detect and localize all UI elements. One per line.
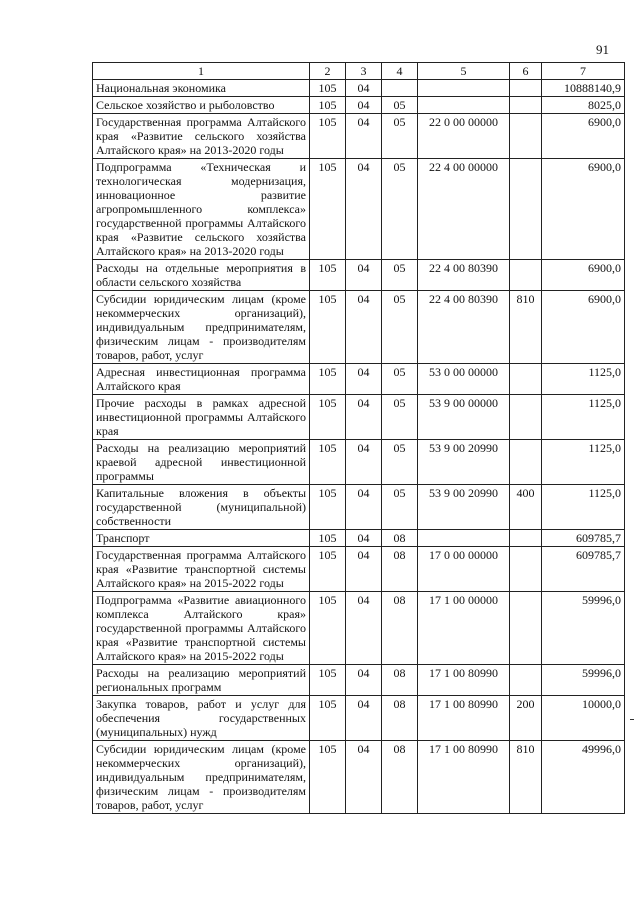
cell-col7: 49996,0 [542, 741, 625, 814]
cell-col7: 1125,0 [542, 395, 625, 440]
cell-col6: 810 [510, 741, 542, 814]
cell-col7: 10888140,9 [542, 80, 625, 97]
cell-col4: 08 [382, 592, 418, 665]
cell-col2: 105 [310, 485, 346, 530]
cell-col3: 04 [346, 260, 382, 291]
column-header: 4 [382, 63, 418, 80]
edge-mark [630, 719, 634, 720]
cell-col6 [510, 547, 542, 592]
cell-col7: 59996,0 [542, 592, 625, 665]
cell-col4: 08 [382, 696, 418, 741]
column-header: 6 [510, 63, 542, 80]
cell-name: Государственная программа Алтайского края «Развитие сельского хозяйства Алтайского края» на 2013-2020 годы [93, 114, 310, 159]
cell-col6 [510, 260, 542, 291]
cell-col2: 105 [310, 665, 346, 696]
cell-col4: 05 [382, 291, 418, 364]
cell-col3: 04 [346, 440, 382, 485]
cell-name: Капитальные вложения в объекты государственной (муниципальной) собственности [93, 485, 310, 530]
table-row [93, 440, 625, 485]
cell-col5 [418, 97, 510, 114]
cell-col7: 10000,0 [542, 696, 625, 741]
cell-col5: 22 4 00 80390 [418, 260, 510, 291]
table-row [93, 291, 625, 364]
column-header: 2 [310, 63, 346, 80]
cell-col4: 05 [382, 97, 418, 114]
cell-col7: 609785,7 [542, 530, 625, 547]
cell-col4: 08 [382, 665, 418, 696]
cell-col5: 22 4 00 80390 [418, 291, 510, 364]
cell-col4: 05 [382, 114, 418, 159]
budget-table [92, 62, 625, 814]
cell-col6: 200 [510, 696, 542, 741]
cell-col3: 04 [346, 696, 382, 741]
cell-col2: 105 [310, 291, 346, 364]
cell-col5: 17 1 00 80990 [418, 696, 510, 741]
table-row [93, 80, 625, 97]
cell-name: Адресная инвестиционная программа Алтайского края [93, 364, 310, 395]
cell-col2: 105 [310, 440, 346, 485]
cell-col4: 05 [382, 364, 418, 395]
table-row [93, 159, 625, 260]
cell-col5: 17 1 00 80990 [418, 741, 510, 814]
cell-col3: 04 [346, 547, 382, 592]
cell-name: Расходы на реализацию мероприятий краевой адресной инвестиционной программы [93, 440, 310, 485]
table-row [93, 665, 625, 696]
cell-name: Субсидии юридическим лицам (кроме некоммерческих организаций), индивидуальным предпринимателям, физическим лицам - производителям товаров, работ, услуг [93, 291, 310, 364]
cell-col2: 105 [310, 159, 346, 260]
cell-col6: 810 [510, 291, 542, 364]
cell-col7: 1125,0 [542, 485, 625, 530]
cell-col2: 105 [310, 80, 346, 97]
page-number: 91 [596, 42, 609, 57]
cell-col2: 105 [310, 364, 346, 395]
cell-col4 [382, 80, 418, 97]
cell-col7: 1125,0 [542, 440, 625, 485]
cell-col7: 6900,0 [542, 114, 625, 159]
cell-col2: 105 [310, 97, 346, 114]
cell-col4: 05 [382, 440, 418, 485]
cell-col5: 17 0 00 00000 [418, 547, 510, 592]
cell-col2: 105 [310, 530, 346, 547]
cell-name: Национальная экономика [93, 80, 310, 97]
cell-name: Расходы на реализацию мероприятий региональных программ [93, 665, 310, 696]
cell-col3: 04 [346, 364, 382, 395]
cell-col5: 53 9 00 20990 [418, 440, 510, 485]
cell-col6: 400 [510, 485, 542, 530]
column-header: 7 [542, 63, 625, 80]
header-row [93, 63, 625, 80]
table-row [93, 547, 625, 592]
table-row [93, 485, 625, 530]
table-row [93, 696, 625, 741]
cell-col5: 17 1 00 00000 [418, 592, 510, 665]
column-header: 5 [418, 63, 510, 80]
cell-col6 [510, 80, 542, 97]
cell-col6 [510, 395, 542, 440]
cell-name: Подпрограмма «Техническая и технологическая модернизация, инновационное развитие агропромышленного комплекса» государственной программы Алтайского края «Развитие сельского хозяйства Алтайского края» на 2013-2020 годы [93, 159, 310, 260]
cell-col5: 22 0 00 00000 [418, 114, 510, 159]
cell-col6 [510, 97, 542, 114]
table-row [93, 741, 625, 814]
cell-col7: 609785,7 [542, 547, 625, 592]
cell-col4: 05 [382, 395, 418, 440]
cell-col5 [418, 530, 510, 547]
cell-name: Закупка товаров, работ и услуг для обеспечения государственных (муниципальных) нужд [93, 696, 310, 741]
cell-col3: 04 [346, 530, 382, 547]
cell-name: Субсидии юридическим лицам (кроме некоммерческих организаций), индивидуальным предпринимателям, физическим лицам - производителям товаров, работ, услуг [93, 741, 310, 814]
cell-col6 [510, 530, 542, 547]
cell-col6 [510, 114, 542, 159]
cell-col4: 08 [382, 530, 418, 547]
cell-col5: 22 4 00 00000 [418, 159, 510, 260]
cell-col3: 04 [346, 485, 382, 530]
table-row [93, 530, 625, 547]
cell-col4: 05 [382, 260, 418, 291]
cell-col6 [510, 159, 542, 260]
cell-col3: 04 [346, 114, 382, 159]
cell-col7: 6900,0 [542, 260, 625, 291]
cell-col4: 05 [382, 485, 418, 530]
cell-col2: 105 [310, 696, 346, 741]
cell-col3: 04 [346, 291, 382, 364]
cell-name: Транспорт [93, 530, 310, 547]
column-header: 3 [346, 63, 382, 80]
cell-name: Прочие расходы в рамках адресной инвестиционной программы Алтайского края [93, 395, 310, 440]
cell-col5 [418, 80, 510, 97]
cell-col2: 105 [310, 395, 346, 440]
column-header: 1 [93, 63, 310, 80]
table-row [93, 260, 625, 291]
cell-col6 [510, 364, 542, 395]
cell-col7: 59996,0 [542, 665, 625, 696]
cell-col2: 105 [310, 741, 346, 814]
cell-col6 [510, 665, 542, 696]
cell-col3: 04 [346, 80, 382, 97]
cell-col7: 6900,0 [542, 291, 625, 364]
cell-col3: 04 [346, 159, 382, 260]
cell-name: Сельское хозяйство и рыболовство [93, 97, 310, 114]
cell-col6 [510, 592, 542, 665]
cell-name: Расходы на отдельные мероприятия в области сельского хозяйства [93, 260, 310, 291]
cell-col4: 08 [382, 741, 418, 814]
table-body [93, 80, 625, 814]
table-row [93, 364, 625, 395]
cell-col2: 105 [310, 114, 346, 159]
table-row [93, 97, 625, 114]
cell-name: Государственная программа Алтайского края «Развитие транспортной системы Алтайского края» на 2015-2022 годы [93, 547, 310, 592]
table-row [93, 114, 625, 159]
cell-col5: 53 9 00 00000 [418, 395, 510, 440]
table-row [93, 395, 625, 440]
cell-col7: 8025,0 [542, 97, 625, 114]
cell-col3: 04 [346, 665, 382, 696]
cell-col3: 04 [346, 741, 382, 814]
cell-col5: 53 9 00 20990 [418, 485, 510, 530]
cell-col2: 105 [310, 260, 346, 291]
cell-name: Подпрограмма «Развитие авиационного комплекса Алтайского края» государственной программы Алтайского края «Развитие транспортной системы Алтайского края» на 2015-2022 годы [93, 592, 310, 665]
cell-col5: 17 1 00 80990 [418, 665, 510, 696]
cell-col2: 105 [310, 592, 346, 665]
cell-col5: 53 0 00 00000 [418, 364, 510, 395]
cell-col7: 6900,0 [542, 159, 625, 260]
cell-col3: 04 [346, 395, 382, 440]
cell-col4: 08 [382, 547, 418, 592]
cell-col4: 05 [382, 159, 418, 260]
cell-col3: 04 [346, 592, 382, 665]
cell-col7: 1125,0 [542, 364, 625, 395]
cell-col6 [510, 440, 542, 485]
cell-col2: 105 [310, 547, 346, 592]
table-row [93, 592, 625, 665]
cell-col3: 04 [346, 97, 382, 114]
